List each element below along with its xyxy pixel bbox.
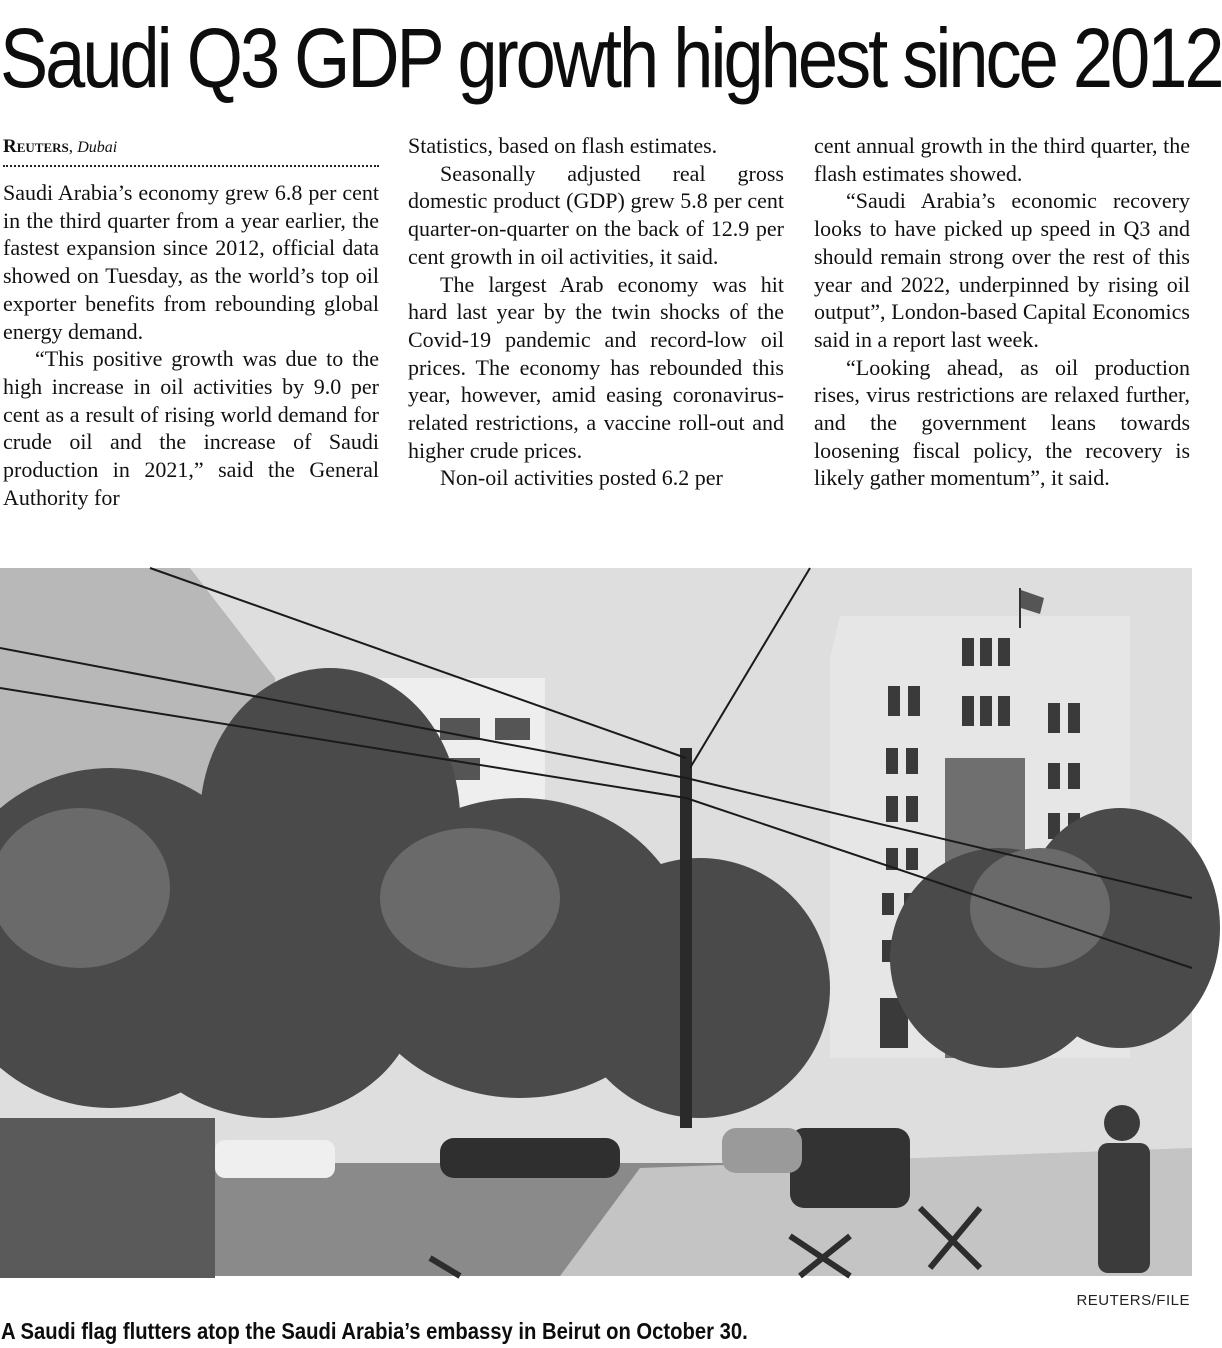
byline-separator: , (68, 137, 73, 156)
paragraph: The largest Arab economy was hit hard last year by the twin shocks of the Covid-19 pandemic and record-low oil prices. The economy has rebounded this year, however, amid easing coronavirus-related restrictions, a vaccine roll-out and higher crude prices. (408, 271, 784, 463)
article-column-3 (814, 132, 1190, 552)
paragraph: Seasonally adjusted real gross domestic product (GDP) grew 5.8 per cent quarter-on-quarter on the back of 12.9 per cent growth in oil activities, it said. (408, 160, 784, 269)
article-column-2 (408, 132, 784, 552)
byline-divider (3, 165, 379, 167)
article-column-1 (3, 132, 379, 552)
paragraph: “Looking ahead, as oil production rises, virus restrictions are relaxed further, and the government leans towards loosening fiscal policy, the recovery is likely gather momentum”, it said. (814, 354, 1190, 491)
embassy-photo (0, 568, 1192, 1276)
paragraph: Saudi Arabia’s economy grew 6.8 per cent in the third quarter from a year earlier, the fastest expansion since 2012, official data showed on Tuesday, as the world’s top oil exporter benefits from rebounding global energy demand. (3, 180, 379, 344)
headline: Saudi Q3 GDP growth highest since 2012 (0, 11, 1222, 105)
photo-caption: A Saudi flag flutters atop the Saudi Arabia’s embassy in Beirut on October 30. (1, 1318, 748, 1344)
byline-agency: Reuters (3, 136, 69, 157)
paragraph: Statistics, based on flash estimates. (408, 133, 718, 158)
paragraph: cent annual growth in the third quarter, the flash estimates showed. (814, 133, 1190, 186)
byline (3, 132, 379, 162)
photo-credit: REUTERS/FILE (1076, 1292, 1190, 1309)
paragraph: “This positive growth was due to the high increase in oil activities by 9.0 per cent as a result of rising world demand for crude oil and the increase of Saudi production in 2021,” said the General Authority for (3, 346, 379, 510)
byline-location: Dubai (77, 139, 118, 156)
utility-pole (680, 748, 692, 1128)
paragraph: “Saudi Arabia’s economic recovery looks to have picked up speed in Q3 and should remain strong over the rest of this year and 2022, underpinned by rising oil output”, London-based Capital Economics said in a report last week. (814, 188, 1190, 352)
paragraph: Non-oil activities posted 6.2 per (440, 465, 723, 491)
car (790, 1128, 910, 1208)
